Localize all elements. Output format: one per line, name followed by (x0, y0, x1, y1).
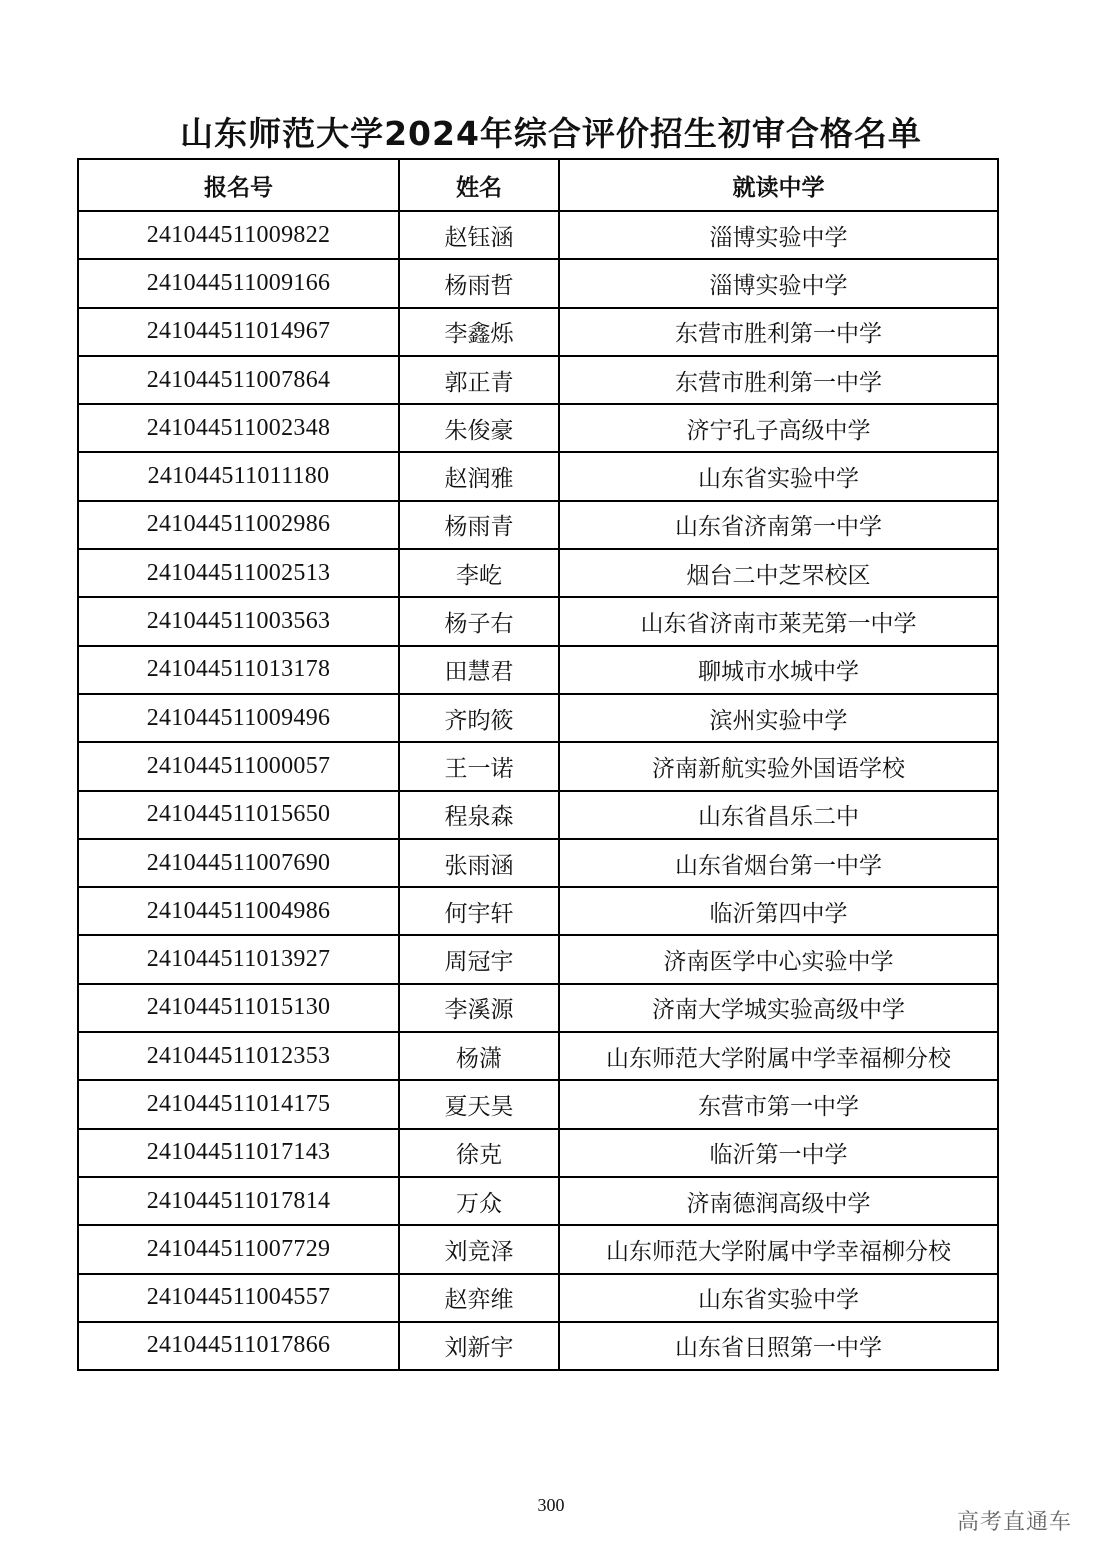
table-row (78, 791, 998, 839)
school-name-cell: 山东省济南市莱芜第一中学 (559, 597, 998, 645)
table-row (78, 984, 998, 1032)
registration-number-cell: 241044511014175 (78, 1080, 399, 1128)
school-name-cell: 聊城市水城中学 (559, 646, 998, 694)
table-row (78, 1032, 998, 1080)
registration-number-cell: 241044511000057 (78, 742, 399, 790)
student-name-cell: 李鑫烁 (399, 308, 559, 356)
student-name-cell: 杨潇 (399, 1032, 559, 1080)
student-name-cell: 刘竞泽 (399, 1225, 559, 1273)
registration-number-cell: 241044511011180 (78, 452, 399, 500)
student-name-cell: 刘新宇 (399, 1322, 559, 1370)
registration-number-cell: 241044511004986 (78, 887, 399, 935)
student-name-cell: 郭正青 (399, 356, 559, 404)
registration-number-cell: 241044511009496 (78, 694, 399, 742)
watermark: 高考直通车 (956, 1510, 1072, 1535)
student-name-cell: 朱俊豪 (399, 404, 559, 452)
student-name-cell: 王一诺 (399, 742, 559, 790)
registration-number-cell: 241044511002986 (78, 501, 399, 549)
table-row (78, 259, 998, 307)
school-name-cell: 济南医学中心实验中学 (559, 935, 998, 983)
school-name-cell: 山东省昌乐二中 (559, 791, 998, 839)
student-name-cell: 杨子右 (399, 597, 559, 645)
school-name-cell: 临沂第一中学 (559, 1129, 998, 1177)
registration-number-cell: 241044511013178 (78, 646, 399, 694)
student-name-cell: 赵润雅 (399, 452, 559, 500)
table-row (78, 887, 998, 935)
student-name-cell: 徐克 (399, 1129, 559, 1177)
school-name-cell: 东营市第一中学 (559, 1080, 998, 1128)
registration-number-cell: 241044511002513 (78, 549, 399, 597)
table-row (78, 549, 998, 597)
student-name-cell: 赵弈维 (399, 1274, 559, 1322)
registration-number-cell: 241044511015130 (78, 984, 399, 1032)
page-number: 300 (537, 1495, 565, 1515)
registration-number-cell: 241044511013927 (78, 935, 399, 983)
school-name-cell: 山东省实验中学 (559, 452, 998, 500)
school-name-cell: 山东省实验中学 (559, 1274, 998, 1322)
table-row (78, 1177, 998, 1225)
student-name-cell: 杨雨青 (399, 501, 559, 549)
table-row (78, 404, 998, 452)
table-row (78, 211, 998, 259)
registration-number-cell: 241044511007864 (78, 356, 399, 404)
school-name-cell: 济宁孔子高级中学 (559, 404, 998, 452)
table-row (78, 308, 998, 356)
table-body (78, 211, 998, 1370)
table-row (78, 501, 998, 549)
school-name-cell: 东营市胜利第一中学 (559, 308, 998, 356)
registration-number-cell: 241044511014967 (78, 308, 399, 356)
table-row (78, 694, 998, 742)
registration-number-cell: 241044511007690 (78, 839, 399, 887)
document-title: 山东师范大学2024年综合评价招生初审合格名单 (180, 114, 922, 153)
school-name-cell: 山东师范大学附属中学幸福柳分校 (559, 1032, 998, 1080)
registration-number-cell: 241044511017866 (78, 1322, 399, 1370)
table-row (78, 935, 998, 983)
registration-number-cell: 241044511002348 (78, 404, 399, 452)
school-name-cell: 济南新航实验外国语学校 (559, 742, 998, 790)
header-name: 姓名 (399, 159, 559, 211)
table-row (78, 597, 998, 645)
student-name-cell: 田慧君 (399, 646, 559, 694)
table-row (78, 742, 998, 790)
school-name-cell: 山东师范大学附属中学幸福柳分校 (559, 1225, 998, 1273)
registration-number-cell: 241044511003563 (78, 597, 399, 645)
header-registration-number: 报名号 (78, 159, 399, 211)
student-name-cell: 齐昀筱 (399, 694, 559, 742)
registration-number-cell: 241044511004557 (78, 1274, 399, 1322)
school-name-cell: 临沂第四中学 (559, 887, 998, 935)
student-name-cell: 张雨涵 (399, 839, 559, 887)
registration-number-cell: 241044511007729 (78, 1225, 399, 1273)
school-name-cell: 淄博实验中学 (559, 211, 998, 259)
table-row (78, 1322, 998, 1370)
table-row (78, 452, 998, 500)
student-name-cell: 万众 (399, 1177, 559, 1225)
school-name-cell: 烟台二中芝罘校区 (559, 549, 998, 597)
admission-list-table (77, 158, 999, 1371)
table-row (78, 646, 998, 694)
header-school: 就读中学 (559, 159, 998, 211)
student-name-cell: 李溪源 (399, 984, 559, 1032)
registration-number-cell: 241044511017143 (78, 1129, 399, 1177)
student-name-cell: 赵钰涵 (399, 211, 559, 259)
school-name-cell: 济南大学城实验高级中学 (559, 984, 998, 1032)
table-row (78, 839, 998, 887)
school-name-cell: 东营市胜利第一中学 (559, 356, 998, 404)
school-name-cell: 淄博实验中学 (559, 259, 998, 307)
registration-number-cell: 241044511017814 (78, 1177, 399, 1225)
school-name-cell: 滨州实验中学 (559, 694, 998, 742)
school-name-cell: 山东省日照第一中学 (559, 1322, 998, 1370)
table-header-row (78, 159, 998, 211)
student-name-cell: 程泉森 (399, 791, 559, 839)
school-name-cell: 山东省烟台第一中学 (559, 839, 998, 887)
registration-number-cell: 241044511015650 (78, 791, 399, 839)
table-row (78, 1129, 998, 1177)
table-row (78, 1225, 998, 1273)
table-row (78, 1080, 998, 1128)
table-row (78, 1274, 998, 1322)
registration-number-cell: 241044511009166 (78, 259, 399, 307)
student-name-cell: 周冠宇 (399, 935, 559, 983)
student-name-cell: 夏天昊 (399, 1080, 559, 1128)
student-name-cell: 何宇轩 (399, 887, 559, 935)
school-name-cell: 山东省济南第一中学 (559, 501, 998, 549)
school-name-cell: 济南德润高级中学 (559, 1177, 998, 1225)
registration-number-cell: 241044511012353 (78, 1032, 399, 1080)
registration-number-cell: 241044511009822 (78, 211, 399, 259)
student-name-cell: 杨雨哲 (399, 259, 559, 307)
table-row (78, 356, 998, 404)
student-name-cell: 李屹 (399, 549, 559, 597)
